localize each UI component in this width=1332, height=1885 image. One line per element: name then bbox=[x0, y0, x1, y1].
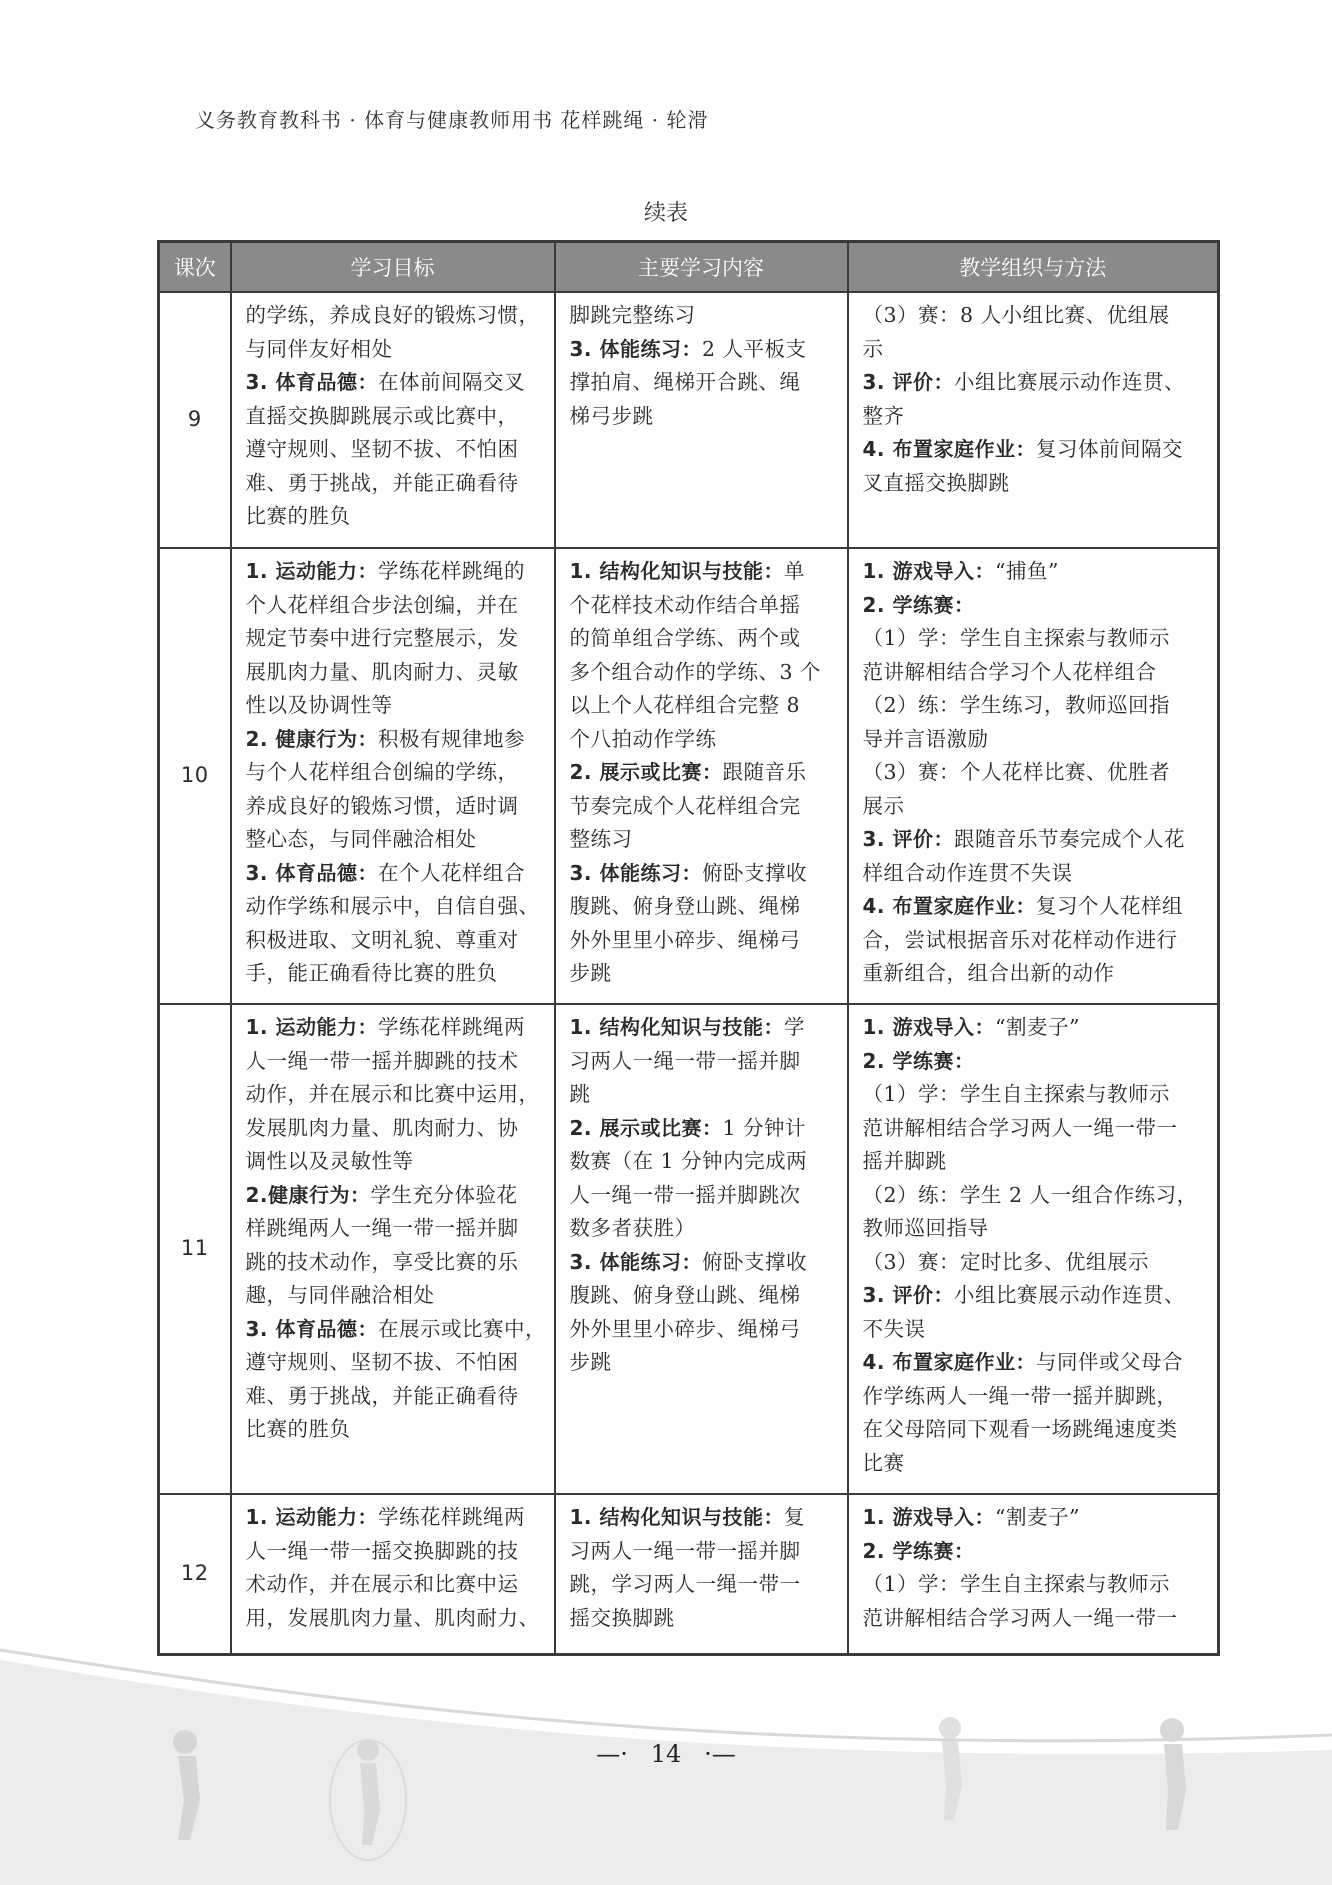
goals-line-text: 与个人花样组合创编的学练， bbox=[245, 760, 519, 784]
content-line bbox=[570, 957, 835, 991]
content-line-text: 复 bbox=[783, 1505, 805, 1529]
content-line-text: 数赛（在 1 分钟内完成两 bbox=[569, 1149, 808, 1173]
goals-line-text: 手，能正确看待比赛的胜负 bbox=[245, 961, 498, 985]
methods-line-text: 示 bbox=[862, 336, 884, 361]
content-line-text: 多个组合动作的学练、3 个 bbox=[569, 659, 822, 684]
goals-line-label: 3. 体育品德： bbox=[245, 1316, 378, 1341]
methods-line bbox=[863, 1501, 1206, 1535]
content-line bbox=[570, 924, 835, 958]
methods-line-text: 复习体前间隔交 bbox=[1035, 437, 1183, 461]
goals-line bbox=[246, 433, 542, 467]
content-line-text: 摇交换脚跳 bbox=[569, 1605, 675, 1630]
methods-line-text: 样组合动作连贯不失误 bbox=[862, 860, 1073, 885]
methods-line bbox=[863, 1447, 1206, 1481]
methods-line-label: 4. 布置家庭作业： bbox=[862, 437, 1036, 461]
goals-line-text: 跳的技术动作，享受比赛的乐 bbox=[245, 1249, 519, 1274]
goals-line bbox=[246, 924, 542, 958]
methods-cell bbox=[848, 292, 1219, 548]
goals-line-text: 遵守规则、坚韧不拔、不怕困 bbox=[245, 1350, 519, 1374]
goals-line-text: 人一绳一带一摇并脚跳的技术 bbox=[245, 1048, 519, 1073]
goals-line-text: 学生充分体验花 bbox=[370, 1182, 518, 1207]
methods-line-label: 3. 评价： bbox=[862, 370, 954, 394]
methods-line bbox=[863, 1380, 1206, 1414]
lesson-table bbox=[157, 240, 1220, 1656]
methods-line-text: （3）赛：个人花样比赛、优胜者 bbox=[862, 760, 1171, 784]
content-line bbox=[570, 656, 835, 690]
content-line-text: 的简单组合学练、两个或 bbox=[569, 626, 801, 650]
goals-line bbox=[246, 467, 542, 501]
methods-line-text: （2）练：学生 2 人一组合作练习， bbox=[862, 1182, 1198, 1207]
methods-line-label: 3. 评价： bbox=[862, 1283, 954, 1307]
goals-line-text: 人一绳一带一摇交换脚跳的技 bbox=[245, 1538, 519, 1563]
goals-line-text: 学练花样跳绳两 bbox=[377, 1015, 525, 1039]
goals-line bbox=[246, 1246, 542, 1280]
content-line-text: 习两人一绳一带一摇并脚 bbox=[569, 1538, 801, 1563]
methods-line bbox=[863, 924, 1206, 958]
content-line bbox=[570, 689, 835, 723]
goals-line bbox=[246, 366, 542, 400]
goals-line-text: 动作学练和展示中，自信自强、 bbox=[245, 894, 540, 918]
methods-line bbox=[863, 366, 1206, 400]
content-line-text: 俯卧支撑收 bbox=[701, 860, 807, 885]
goals-line bbox=[246, 890, 542, 924]
methods-line-text: 整齐 bbox=[862, 403, 905, 428]
methods-line bbox=[863, 1246, 1206, 1280]
goals-cell bbox=[231, 292, 555, 548]
goals-line bbox=[246, 333, 542, 367]
goals-line bbox=[246, 1112, 542, 1146]
methods-line-text: 不失误 bbox=[862, 1316, 926, 1341]
methods-line bbox=[863, 723, 1206, 757]
content-line bbox=[570, 1078, 835, 1112]
methods-line bbox=[863, 299, 1206, 333]
goals-line bbox=[246, 400, 542, 434]
goals-line-text: 在体前间隔交叉 bbox=[377, 370, 525, 394]
methods-line-text: （3）赛：定时比多、优组展示 bbox=[862, 1249, 1150, 1274]
table-row bbox=[159, 1004, 1219, 1494]
methods-line-label: 3. 评价： bbox=[862, 827, 954, 851]
content-line bbox=[570, 1313, 835, 1347]
methods-line-text: “割麦子” bbox=[994, 1015, 1080, 1039]
lesson-number: 10 bbox=[159, 548, 231, 1004]
goals-line-label: 2. 健康行为： bbox=[245, 726, 378, 751]
content-line-text: 习两人一绳一带一摇并脚 bbox=[569, 1048, 801, 1073]
goals-line-label: 1. 运动能力： bbox=[245, 1015, 378, 1039]
goals-line-text: 的学练，养成良好的锻炼习惯， bbox=[245, 303, 540, 327]
goals-line-text: 调性以及灵敏性等 bbox=[245, 1149, 414, 1173]
methods-line bbox=[863, 790, 1206, 824]
content-line-text: 外外里里小碎步、绳梯弓 bbox=[569, 927, 801, 952]
methods-line bbox=[863, 555, 1206, 589]
methods-line-text: 小组比赛展示动作连贯、 bbox=[953, 370, 1185, 394]
content-line bbox=[570, 333, 835, 367]
content-line bbox=[570, 1279, 835, 1313]
goals-line bbox=[246, 957, 542, 991]
lesson-number: 12 bbox=[159, 1494, 231, 1654]
methods-line-text: 比赛 bbox=[862, 1450, 905, 1475]
content-line-text: 学 bbox=[783, 1015, 805, 1039]
content-cell bbox=[555, 1004, 848, 1494]
content-line-text: 数多者获胜） bbox=[569, 1216, 696, 1240]
content-line bbox=[570, 622, 835, 656]
table-row bbox=[159, 292, 1219, 548]
content-line bbox=[570, 823, 835, 857]
methods-line bbox=[863, 400, 1206, 434]
goals-line bbox=[246, 500, 542, 534]
column-header-methods: 教学组织与方法 bbox=[848, 242, 1219, 293]
methods-line-text: 教师巡回指导 bbox=[862, 1216, 989, 1240]
content-line bbox=[570, 299, 835, 333]
content-line bbox=[570, 400, 835, 434]
goals-line-label: 3. 体育品德： bbox=[245, 370, 378, 394]
goals-line-text: 学练花样跳绳两 bbox=[377, 1505, 525, 1529]
content-line-text: 脚跳完整练习 bbox=[569, 303, 696, 327]
methods-cell bbox=[848, 548, 1219, 1004]
continued-label: 续表 bbox=[643, 201, 688, 226]
goals-line bbox=[246, 723, 542, 757]
methods-line bbox=[863, 1078, 1206, 1112]
content-line bbox=[570, 1346, 835, 1380]
content-line-text: 外外里里小碎步、绳梯弓 bbox=[569, 1316, 801, 1341]
methods-line bbox=[863, 1279, 1206, 1313]
methods-line-text: 小组比赛展示动作连贯、 bbox=[953, 1283, 1185, 1307]
content-line bbox=[570, 1045, 835, 1079]
content-line-text: 俯卧支撑收 bbox=[701, 1249, 807, 1274]
content-line-text: 腹跳、俯身登山跳、绳梯 bbox=[569, 1283, 801, 1307]
content-line-text: 1 分钟计 bbox=[722, 1115, 807, 1140]
content-line bbox=[570, 1212, 835, 1246]
methods-line-label: 4. 布置家庭作业： bbox=[862, 894, 1036, 918]
methods-line bbox=[863, 1212, 1206, 1246]
methods-line-text: （3）赛：8 人小组比赛、优组展 bbox=[862, 303, 1170, 327]
content-line bbox=[570, 366, 835, 400]
methods-line-label: 1. 游戏导入： bbox=[862, 1015, 995, 1039]
methods-line bbox=[863, 689, 1206, 723]
goals-line bbox=[246, 656, 542, 690]
content-line-text: 步跳 bbox=[569, 961, 612, 985]
methods-line bbox=[863, 622, 1206, 656]
content-line bbox=[570, 756, 835, 790]
goals-line-text: 趣，与同伴融洽相处 bbox=[245, 1283, 435, 1307]
content-line-text: 个花样技术动作结合单摇 bbox=[569, 592, 801, 617]
goals-line-text: 遵守规则、坚韧不拔、不怕困 bbox=[245, 437, 519, 461]
goals-line-label: 1. 运动能力： bbox=[245, 559, 378, 583]
page-number bbox=[0, 1740, 1332, 1768]
methods-line-label: 4. 布置家庭作业： bbox=[862, 1350, 1036, 1374]
methods-line bbox=[863, 1346, 1206, 1380]
goals-line-label: 1. 运动能力： bbox=[245, 1505, 378, 1529]
lesson-number: 9 bbox=[159, 292, 231, 548]
methods-line-text: 范讲解相结合学习两人一绳一带一 bbox=[862, 1115, 1178, 1140]
goals-line bbox=[246, 790, 542, 824]
goals-line-text: 规定节奏中进行完整展示，发 bbox=[245, 626, 519, 650]
methods-line bbox=[863, 1011, 1206, 1045]
goals-line-text: 动作，并在展示和比赛中运用， bbox=[245, 1082, 540, 1106]
content-line-text: 个八拍动作学练 bbox=[569, 726, 717, 751]
methods-line bbox=[863, 890, 1206, 924]
methods-line bbox=[863, 857, 1206, 891]
content-line bbox=[570, 790, 835, 824]
methods-line-text: 重新组合，组合出新的动作 bbox=[862, 961, 1115, 985]
goals-line bbox=[246, 689, 542, 723]
methods-line-text: （1）学：学生自主探索与教师示 bbox=[862, 1082, 1171, 1106]
goals-line-text: 展肌肉力量、肌肉耐力、灵敏 bbox=[245, 659, 519, 684]
content-line-text: 撑拍肩、绳梯开合跳、绳 bbox=[569, 370, 801, 394]
methods-line-text: 导并言语激励 bbox=[862, 726, 989, 751]
content-line-text: 跳 bbox=[569, 1082, 591, 1106]
content-line bbox=[570, 1501, 835, 1535]
content-line-label: 3. 体能练习： bbox=[569, 1249, 702, 1274]
goals-line bbox=[246, 1212, 542, 1246]
content-line-text: 跳，学习两人一绳一带一 bbox=[569, 1572, 801, 1596]
footer-wave-band bbox=[0, 1660, 1332, 1885]
goals-line-text: 样跳绳两人一绳一带一摇并脚 bbox=[245, 1216, 519, 1240]
content-line-label: 2. 展示或比赛： bbox=[569, 760, 723, 784]
goals-line bbox=[246, 1380, 542, 1414]
content-cell bbox=[555, 548, 848, 1004]
goals-line bbox=[246, 1413, 542, 1447]
methods-line bbox=[863, 1045, 1206, 1079]
goals-line-text: 在展示或比赛中， bbox=[377, 1316, 546, 1341]
content-line-text: 梯弓步跳 bbox=[569, 403, 654, 428]
goals-line-text: 与同伴友好相处 bbox=[245, 336, 393, 361]
goals-line-text: 积极有规律地参 bbox=[377, 726, 525, 751]
column-header-goals: 学习目标 bbox=[231, 242, 555, 293]
methods-cell bbox=[848, 1004, 1219, 1494]
goals-line bbox=[246, 622, 542, 656]
goals-line-text: 在个人花样组合 bbox=[377, 860, 525, 885]
goals-line-text: 个人花样组合步法创编，并在 bbox=[245, 592, 519, 617]
goals-line-text: 积极进取、文明礼貌、尊重对 bbox=[245, 927, 519, 952]
goals-line bbox=[246, 1568, 542, 1602]
methods-line-text: “割麦子” bbox=[994, 1505, 1080, 1529]
methods-line-text: 展示 bbox=[862, 793, 905, 818]
table-header-row bbox=[159, 242, 1219, 293]
content-line-text: 以上个人花样组合完整 8 bbox=[569, 693, 801, 717]
goals-line bbox=[246, 857, 542, 891]
goals-line-text: 发展肌肉力量、肌肉耐力、协 bbox=[245, 1115, 519, 1140]
goals-cell bbox=[231, 1004, 555, 1494]
methods-line bbox=[863, 589, 1206, 623]
content-line bbox=[570, 1179, 835, 1213]
content-line-text: 2 人平板支 bbox=[701, 336, 807, 361]
methods-line-text: 摇并脚跳 bbox=[862, 1149, 947, 1173]
content-line bbox=[570, 555, 835, 589]
goals-line bbox=[246, 1501, 542, 1535]
methods-line bbox=[863, 1535, 1206, 1569]
lesson-number: 11 bbox=[159, 1004, 231, 1494]
goals-line bbox=[246, 589, 542, 623]
column-header-content: 主要学习内容 bbox=[555, 242, 848, 293]
methods-line bbox=[863, 1145, 1206, 1179]
content-line-label: 1. 结构化知识与技能： bbox=[569, 1015, 784, 1039]
goals-line-text: 用，发展肌肉力量、肌肉耐力、 bbox=[245, 1605, 540, 1630]
content-line bbox=[570, 723, 835, 757]
content-line-text: 腹跳、俯身登山跳、绳梯 bbox=[569, 894, 801, 918]
goals-line bbox=[246, 1179, 542, 1213]
methods-line-text: 合，尝试根据音乐对花样动作进行 bbox=[862, 927, 1178, 952]
methods-line-text: 在父母陪同下观看一场跳绳速度类 bbox=[862, 1417, 1178, 1441]
methods-line bbox=[863, 656, 1206, 690]
methods-line bbox=[863, 1179, 1206, 1213]
methods-line bbox=[863, 1313, 1206, 1347]
column-header-lesson: 课次 bbox=[159, 242, 231, 293]
methods-line-text: 作学练两人一绳一带一摇并脚跳， bbox=[862, 1383, 1178, 1408]
content-line bbox=[570, 1011, 835, 1045]
goals-line bbox=[246, 1535, 542, 1569]
methods-line bbox=[863, 756, 1206, 790]
goals-line bbox=[246, 1011, 542, 1045]
content-cell bbox=[555, 292, 848, 548]
methods-line-label: 2. 学练赛： bbox=[862, 1538, 975, 1563]
methods-line-label: 2. 学练赛： bbox=[862, 1048, 975, 1073]
goals-line bbox=[246, 299, 542, 333]
content-line bbox=[570, 589, 835, 623]
goals-cell bbox=[231, 548, 555, 1004]
methods-line-text: 范讲解相结合学习两人一绳一带一 bbox=[862, 1605, 1178, 1630]
methods-line bbox=[863, 467, 1206, 501]
content-line-label: 1. 结构化知识与技能： bbox=[569, 559, 784, 583]
goals-line-text: 性以及协调性等 bbox=[245, 693, 393, 717]
content-line-label: 3. 体能练习： bbox=[569, 336, 702, 361]
methods-line-text: （1）学：学生自主探索与教师示 bbox=[862, 626, 1171, 650]
content-line-text: 步跳 bbox=[569, 1350, 612, 1374]
methods-line-label: 1. 游戏导入： bbox=[862, 559, 995, 583]
methods-line-text: 与同伴或父母合 bbox=[1035, 1350, 1183, 1374]
methods-line-text: （1）学：学生自主探索与教师示 bbox=[862, 1572, 1171, 1596]
content-line bbox=[570, 857, 835, 891]
goals-line-text: 比赛的胜负 bbox=[245, 504, 351, 528]
page-dash-right: ·— bbox=[681, 1740, 736, 1768]
methods-line-label: 2. 学练赛： bbox=[862, 592, 975, 617]
goals-line-text: 整心态，与同伴融洽相处 bbox=[245, 827, 477, 851]
goals-line-text: 难、勇于挑战，并能正确看待 bbox=[245, 470, 519, 495]
methods-line bbox=[863, 1568, 1206, 1602]
goals-line bbox=[246, 1078, 542, 1112]
methods-line-text: （2）练：学生练习，教师巡回指 bbox=[862, 693, 1171, 717]
content-line-text: 人一绳一带一摇并脚跳次 bbox=[569, 1182, 801, 1207]
goals-line-text: 难、勇于挑战，并能正确看待 bbox=[245, 1383, 519, 1408]
methods-line-label: 1. 游戏导入： bbox=[862, 1505, 995, 1529]
content-line bbox=[570, 890, 835, 924]
page-number-value: 14 bbox=[650, 1740, 682, 1768]
table-row bbox=[159, 548, 1219, 1004]
goals-line-text: 养成良好的锻炼习惯，适时调 bbox=[245, 793, 519, 818]
methods-line-text: 复习个人花样组 bbox=[1035, 894, 1183, 918]
methods-line bbox=[863, 957, 1206, 991]
goals-line-label: 2.健康行为： bbox=[245, 1182, 371, 1207]
content-line-text: 跟随音乐 bbox=[722, 760, 807, 784]
goals-line bbox=[246, 756, 542, 790]
content-line-text: 节奏完成个人花样组合完 bbox=[569, 793, 801, 818]
goals-line-text: 学练花样跳绳的 bbox=[377, 559, 525, 583]
methods-line-text: 范讲解相结合学习个人花样组合 bbox=[862, 659, 1157, 684]
methods-line-text: 跟随音乐节奏完成个人花 bbox=[953, 827, 1185, 851]
content-line bbox=[570, 1535, 835, 1569]
methods-line-text: “捕鱼” bbox=[994, 559, 1059, 583]
content-line-text: 整练习 bbox=[569, 827, 633, 851]
methods-line bbox=[863, 433, 1206, 467]
goals-line-text: 术动作，并在展示和比赛中运 bbox=[245, 1572, 519, 1596]
goals-line bbox=[246, 1279, 542, 1313]
content-line-text: 单 bbox=[783, 559, 805, 583]
goals-line bbox=[246, 1145, 542, 1179]
goals-line-text: 直摇交换脚跳展示或比赛中， bbox=[245, 403, 519, 428]
methods-line bbox=[863, 1112, 1206, 1146]
goals-line bbox=[246, 1045, 542, 1079]
goals-line bbox=[246, 555, 542, 589]
methods-line bbox=[863, 333, 1206, 367]
methods-line-text: 叉直摇交换脚跳 bbox=[862, 470, 1010, 495]
content-line-label: 2. 展示或比赛： bbox=[569, 1115, 723, 1140]
methods-line bbox=[863, 1413, 1206, 1447]
goals-line-label: 3. 体育品德： bbox=[245, 860, 378, 885]
goals-line bbox=[246, 1346, 542, 1380]
page-dash-left: —· bbox=[596, 1740, 651, 1768]
goals-line bbox=[245, 1313, 546, 1347]
methods-line bbox=[863, 823, 1206, 857]
running-header: 义务教育教科书 · 体育与健康教师用书 花样跳绳 · 轮滑 bbox=[195, 108, 709, 132]
content-line bbox=[570, 1145, 835, 1179]
content-line bbox=[570, 1246, 835, 1280]
content-line-label: 3. 体能练习： bbox=[569, 860, 702, 885]
goals-line bbox=[246, 823, 542, 857]
content-line-label: 1. 结构化知识与技能： bbox=[569, 1505, 784, 1529]
content-line bbox=[570, 1112, 835, 1146]
content-line bbox=[570, 1568, 835, 1602]
goals-line-text: 比赛的胜负 bbox=[245, 1417, 351, 1441]
